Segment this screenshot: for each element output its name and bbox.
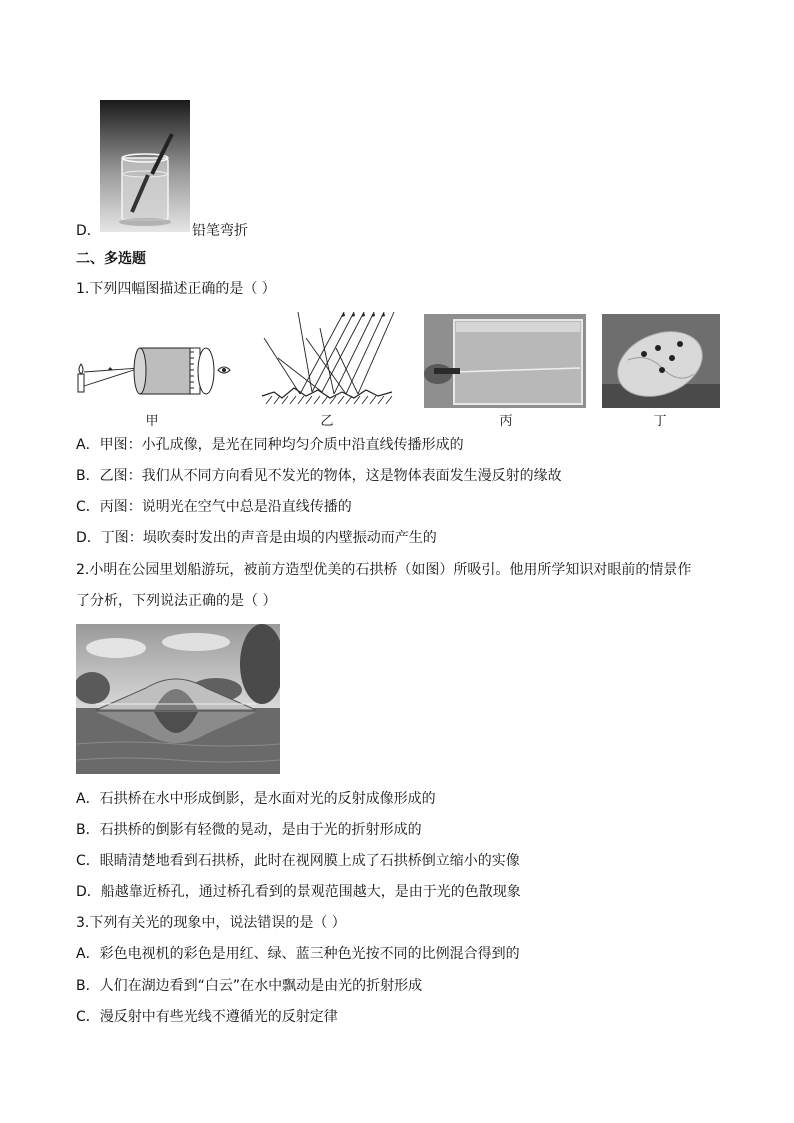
option-d-letter: D． [76, 223, 101, 239]
q2-stem-line2: 了分析，下列说法正确的是（ ） [76, 593, 277, 609]
q2-option-d: D．船越靠近桥孔，通过桥孔看到的景观范围越大，是由于光的色散现象 [76, 884, 521, 900]
figure-jia [72, 324, 242, 408]
q2-option-b: B．石拱桥的倒影有轻微的晃动，是由于光的折射形成的 [76, 822, 422, 838]
figure-label-ding: 丁 [653, 414, 667, 429]
q1-stem: 1.下列四幅图描述正确的是（ ） [76, 281, 276, 297]
q3-option-b: B．人们在湖边看到“白云”在水中飘动是由光的折射形成 [76, 978, 423, 994]
laser-tank-photo [424, 314, 586, 408]
figure-ding [602, 314, 720, 408]
pencil-in-water-illustration [100, 100, 190, 232]
q1-option-b: B．乙图：我们从不同方向看见不发光的物体，这是物体表面发生漫反射的缘故 [76, 468, 562, 484]
arch-bridge-illustration [76, 624, 280, 774]
q3-option-c: C．漫反射中有些光线不遵循光的反射定律 [76, 1009, 338, 1025]
pinhole-camera-diagram [72, 324, 242, 408]
pencil-in-water-photo [100, 100, 190, 232]
xun-instrument-photo [602, 314, 720, 408]
q2-option-c: C．眼睛清楚地看到石拱桥，此时在视网膜上成了石拱桥倒立缩小的实像 [76, 853, 520, 869]
diffuse-reflection-diagram [260, 308, 396, 408]
section-title: 二、多选题 [76, 251, 146, 267]
q2-stem-line1: 2.小明在公园里划船游玩，被前方造型优美的石拱桥（如图）所吸引。他用所学知识对眼前的情景作 [76, 562, 692, 578]
q1-option-a: A．甲图：小孔成像，是光在同种均匀介质中沿直线传播形成的 [76, 437, 464, 453]
figure-bing [424, 314, 586, 408]
stone-arch-bridge-photo [76, 624, 280, 774]
q2-option-a: A．石拱桥在水中形成倒影，是水面对光的反射成像形成的 [76, 791, 436, 807]
figure-label-yi: 乙 [320, 414, 334, 429]
option-d-caption: 铅笔弯折 [192, 223, 248, 239]
q1-option-d: D．丁图：埙吹奏时发出的声音是由埙的内壁振动而产生的 [76, 530, 437, 546]
q3-option-a: A．彩色电视机的彩色是用红、绿、蓝三种色光按不同的比例混合得到的 [76, 946, 520, 962]
q3-stem: 3.下列有关光的现象中，说法错误的是（ ） [76, 915, 346, 931]
figure-yi [260, 308, 396, 408]
q1-option-c: C．丙图：说明光在空气中总是沿直线传播的 [76, 499, 352, 515]
figure-label-bing: 丙 [499, 414, 513, 429]
figure-label-jia: 甲 [145, 414, 159, 429]
